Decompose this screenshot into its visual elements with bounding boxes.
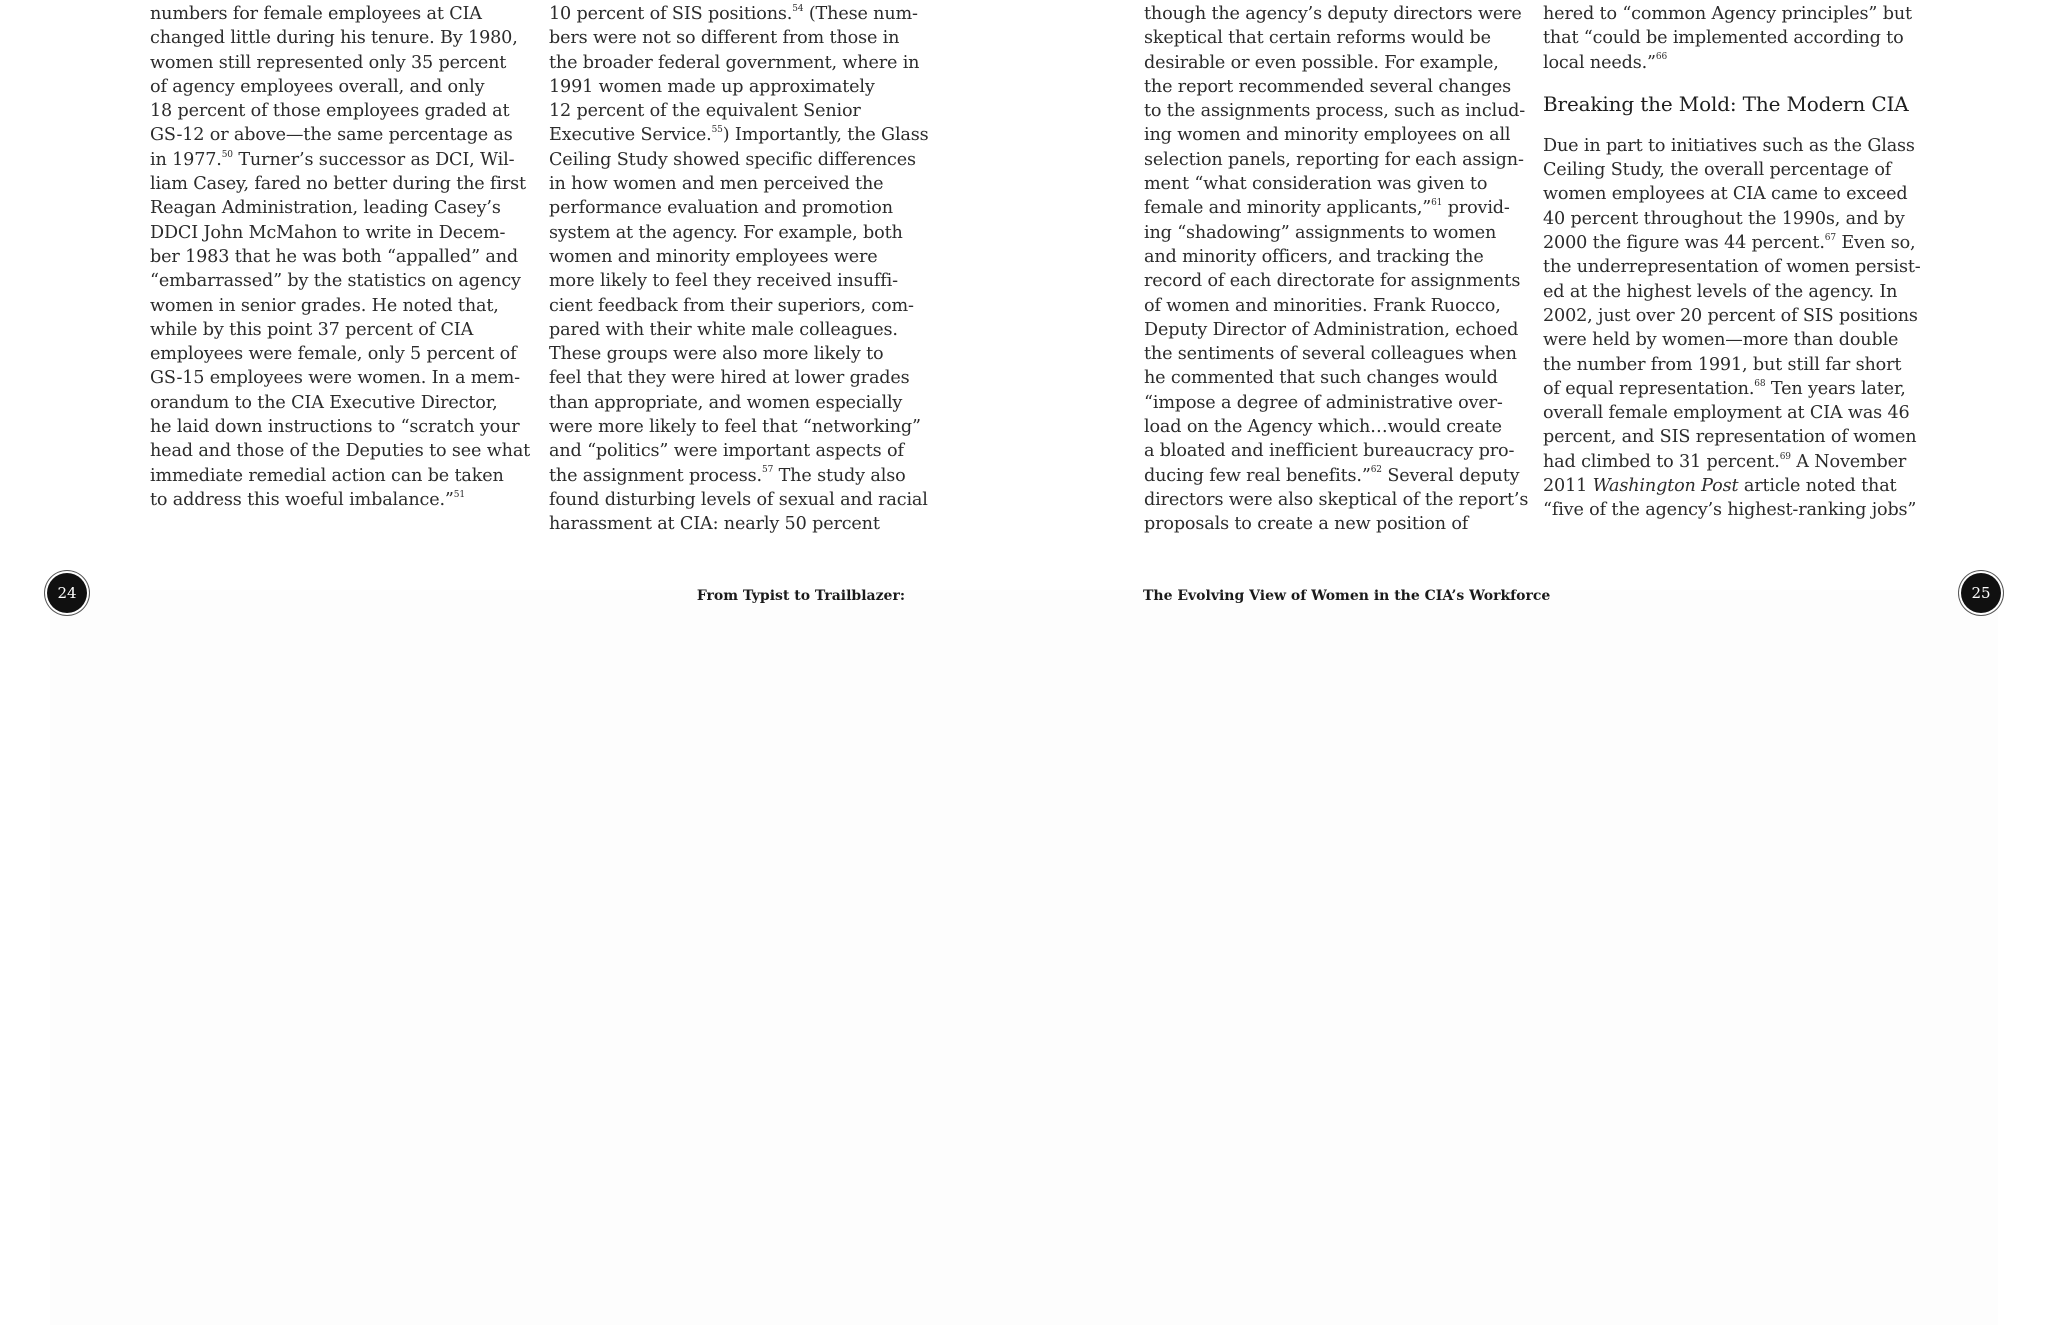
text-line <box>1144 51 1528 75</box>
italic-title: Washington Post <box>1592 476 1739 497</box>
text-segment: to address this woeful imbalance.” <box>150 489 454 510</box>
text-line <box>1543 134 1921 158</box>
text-line <box>1543 2 1921 26</box>
section-heading: Breaking the Mold: The Modern CIA <box>1543 91 1909 116</box>
text-segment: female and minority applicants,” <box>1144 198 1432 219</box>
text-line <box>549 488 929 512</box>
text-segment: orandum to the CIA Executive Director, <box>150 392 498 413</box>
text-line <box>1144 342 1528 366</box>
text-line <box>549 51 929 75</box>
text-segment: cient feedback from their superiors, com- <box>549 295 914 316</box>
text-segment: 2002, just over 20 percent of SIS positions <box>1543 305 1918 326</box>
text-line <box>1144 2 1528 26</box>
text-segment: load on the Agency which…would create <box>1144 417 1502 438</box>
text-segment: changed little during his tenure. By 1980, <box>150 28 518 49</box>
text-segment: in 1977. <box>150 149 222 170</box>
text-line <box>549 366 929 390</box>
text-line <box>1543 353 1921 377</box>
text-segment: head and those of the Deputies to see what <box>150 441 531 462</box>
text-segment: harassment at CIA: nearly 50 percent <box>549 514 880 535</box>
text-line <box>1144 221 1528 245</box>
text-segment: of women and minorities. Frank Ruocco, <box>1144 295 1501 316</box>
text-segment: “five of the agency’s highest-ranking jobs” <box>1543 500 1917 521</box>
text-line <box>1144 391 1528 415</box>
text-line <box>549 196 929 220</box>
footnote-ref: 50 <box>221 149 233 160</box>
text-line <box>1144 75 1528 99</box>
footnote-ref: 69 <box>1779 451 1791 462</box>
text-line <box>1144 269 1528 293</box>
text-line <box>549 123 929 147</box>
text-line <box>150 391 530 415</box>
text-line <box>1144 488 1528 512</box>
text-segment: while by this point 37 percent of CIA <box>150 319 474 340</box>
running-title-left: From Typist to Trailblazer: <box>696 588 905 604</box>
text-column-3 <box>1144 2 1528 537</box>
text-line <box>1543 255 1921 279</box>
text-segment: he commented that such changes would <box>1144 368 1498 389</box>
text-line <box>150 75 530 99</box>
text-segment: ed at the highest levels of the agency. In <box>1543 281 1898 302</box>
text-line <box>1144 318 1528 342</box>
text-line <box>150 148 530 172</box>
text-segment: desirable or even possible. For example, <box>1144 52 1499 73</box>
text-segment: GS-12 or above—the same percentage as <box>150 125 513 146</box>
text-segment: ber 1983 that he was both “appalled” and <box>150 246 519 267</box>
text-segment: 10 percent of SIS positions. <box>549 4 793 24</box>
text-line <box>1144 172 1528 196</box>
paragraph <box>1144 2 1528 537</box>
text-line <box>1144 415 1528 439</box>
text-line <box>549 512 929 536</box>
text-line <box>549 269 929 293</box>
text-segment: Ten years later, <box>1765 378 1906 399</box>
page-background <box>50 590 1998 1325</box>
text-line <box>1543 450 1921 474</box>
text-line <box>549 148 929 172</box>
text-line <box>150 488 530 512</box>
text-line <box>150 51 530 75</box>
text-line <box>150 318 530 342</box>
text-line <box>150 294 530 318</box>
text-line <box>549 2 929 26</box>
text-line <box>1543 474 1921 498</box>
text-line <box>150 269 530 293</box>
text-line <box>1144 439 1528 463</box>
text-segment: ing “shadowing” assignments to women <box>1144 222 1497 243</box>
text-line <box>1144 123 1528 147</box>
text-line <box>549 172 929 196</box>
footnote-ref: 54 <box>792 3 804 14</box>
text-line <box>1144 366 1528 390</box>
text-segment: were held by women—more than double <box>1543 330 1899 351</box>
footnote-ref: 51 <box>453 489 465 500</box>
text-segment: and minority officers, and tracking the <box>1144 246 1484 267</box>
paragraph <box>1543 134 1921 523</box>
text-segment: bers were not so different from those in <box>549 28 900 49</box>
text-column-1 <box>150 2 530 512</box>
text-segment: feel that they were hired at lower grades <box>549 368 910 389</box>
footnote-ref: 66 <box>1655 52 1668 63</box>
footnote-ref: 61 <box>1431 198 1443 209</box>
text-segment: A November <box>1790 451 1907 472</box>
text-segment: the sentiments of several colleagues when <box>1144 344 1517 365</box>
text-line <box>1543 425 1921 449</box>
text-segment: provid- <box>1442 198 1510 219</box>
text-line <box>549 391 929 415</box>
text-segment: pared with their white male colleagues. <box>549 319 898 340</box>
text-segment: ) Importantly, the Glass <box>722 125 929 146</box>
text-line <box>1144 196 1528 220</box>
text-segment: than appropriate, and women especially <box>549 392 903 413</box>
text-segment: “impose a degree of administrative over- <box>1144 392 1503 413</box>
text-segment: were more likely to feel that “networking” <box>549 417 921 438</box>
text-line <box>150 342 530 366</box>
text-segment: the underrepresentation of women persist- <box>1543 257 1921 278</box>
text-segment: Reagan Administration, leading Casey’s <box>150 198 501 219</box>
text-line <box>150 415 530 439</box>
text-segment: The study also <box>773 465 906 486</box>
text-segment: percent, and SIS representation of women <box>1543 427 1917 448</box>
text-segment: selection panels, reporting for each assign- <box>1144 149 1524 170</box>
text-segment: the report recommended several changes <box>1144 76 1511 97</box>
text-segment: Turner’s successor as DCI, Wil- <box>232 149 515 170</box>
text-segment: Ceiling Study, the overall percentage of <box>1543 160 1892 181</box>
footnote-ref: 57 <box>762 465 774 476</box>
text-segment: employees were female, only 5 percent of <box>150 344 517 365</box>
text-line <box>1543 377 1921 401</box>
text-segment: system at the agency. For example, both <box>549 222 903 243</box>
text-segment: the assignment process. <box>549 465 762 486</box>
text-line <box>150 464 530 488</box>
paragraph <box>1543 2 1921 75</box>
text-segment: ing women and minority employees on all <box>1144 125 1511 146</box>
text-line <box>1543 207 1921 231</box>
page-number-right: 25 <box>1961 573 2001 613</box>
text-segment: 12 percent of the equivalent Senior <box>549 101 861 122</box>
text-segment: the number from 1991, but still far short <box>1543 354 1902 375</box>
text-segment: These groups were also more likely to <box>549 344 884 365</box>
footnote-ref: 68 <box>1754 378 1766 389</box>
text-segment: local needs.” <box>1543 52 1656 73</box>
text-segment: “embarrassed” by the statistics on agency <box>150 271 521 292</box>
text-segment: of equal representation. <box>1543 378 1755 399</box>
text-line <box>1144 99 1528 123</box>
text-segment: GS-15 employees were women. In a mem- <box>150 368 520 389</box>
text-segment: ment “what consideration was given to <box>1144 174 1488 195</box>
text-line <box>1543 51 1921 75</box>
paragraph <box>150 2 530 512</box>
text-column-2 <box>549 2 929 537</box>
text-line <box>1543 158 1921 182</box>
text-line <box>549 439 929 463</box>
text-segment: Even so, <box>1835 233 1916 254</box>
text-line <box>549 99 929 123</box>
text-segment: 18 percent of those employees graded at <box>150 101 510 122</box>
text-line <box>1144 148 1528 172</box>
text-line <box>1144 26 1528 50</box>
text-segment: liam Casey, fared no better during the first <box>150 174 526 195</box>
text-segment: skeptical that certain reforms would be <box>1144 28 1491 49</box>
text-segment: DDCI John McMahon to write in Decem- <box>150 222 506 243</box>
text-line <box>1144 294 1528 318</box>
text-segment: 2000 the figure was 44 percent. <box>1543 233 1825 254</box>
text-column-4 <box>1543 2 1921 523</box>
text-segment: women and minority employees were <box>549 246 878 267</box>
text-line <box>150 172 530 196</box>
text-segment: found disturbing levels of sexual and racial <box>549 489 928 510</box>
text-line <box>150 99 530 123</box>
text-line <box>1543 304 1921 328</box>
text-line <box>1543 498 1921 522</box>
text-segment: to the assignments process, such as includ- <box>1144 101 1526 122</box>
text-segment: Due in part to initiatives such as the Glass <box>1543 135 1915 156</box>
text-segment: though the agency’s deputy directors were <box>1144 4 1522 24</box>
text-segment: ducing few real benefits.” <box>1144 465 1371 486</box>
running-title-right: The Evolving View of Women in the CIA’s Workforce <box>1143 588 1551 604</box>
text-line <box>549 294 929 318</box>
text-line <box>1543 328 1921 352</box>
text-segment: numbers for female employees at CIA <box>150 4 482 24</box>
text-segment: had climbed to 31 percent. <box>1543 451 1780 472</box>
text-line <box>549 318 929 342</box>
text-line <box>150 245 530 269</box>
text-line <box>549 415 929 439</box>
text-segment: overall female employment at CIA was 46 <box>1543 403 1910 424</box>
text-segment: women employees at CIA came to exceed <box>1543 184 1908 205</box>
text-line <box>549 221 929 245</box>
text-segment: Ceiling Study showed specific differences <box>549 149 916 170</box>
text-line <box>549 26 929 50</box>
text-segment: women in senior grades. He noted that, <box>150 295 499 316</box>
text-segment: a bloated and inefficient bureaucracy pro- <box>1144 441 1515 462</box>
text-segment: 1991 women made up approximately <box>549 76 875 97</box>
text-segment: performance evaluation and promotion <box>549 198 893 219</box>
text-segment: proposals to create a new position of <box>1144 514 1469 535</box>
text-line <box>1144 245 1528 269</box>
text-segment: and “politics” were important aspects of <box>549 441 904 462</box>
text-line <box>150 26 530 50</box>
text-segment: he laid down instructions to “scratch your <box>150 417 520 438</box>
paragraph <box>549 2 929 537</box>
text-segment: Deputy Director of Administration, echoed <box>1144 319 1519 340</box>
text-line <box>549 342 929 366</box>
text-line <box>1144 464 1528 488</box>
text-line <box>549 75 929 99</box>
text-segment: 2011 <box>1543 476 1593 497</box>
text-segment: Executive Service. <box>549 125 712 146</box>
footnote-ref: 62 <box>1370 465 1382 476</box>
text-segment: that “could be implemented according to <box>1543 28 1904 49</box>
footnote-ref: 67 <box>1824 232 1836 243</box>
text-line <box>549 464 929 488</box>
text-segment: (These num- <box>803 4 918 24</box>
text-line <box>150 221 530 245</box>
text-segment: more likely to feel they received insuffi- <box>549 271 898 292</box>
text-segment: 40 percent throughout the 1990s, and by <box>1543 208 1905 229</box>
text-line <box>150 196 530 220</box>
text-segment: of agency employees overall, and only <box>150 76 485 97</box>
text-segment: the broader federal government, where in <box>549 52 920 73</box>
text-segment: in how women and men perceived the <box>549 174 884 195</box>
text-line <box>549 245 929 269</box>
text-line <box>1543 280 1921 304</box>
text-segment: directors were also skeptical of the report’s <box>1144 489 1529 510</box>
text-line <box>1543 26 1921 50</box>
text-line <box>150 2 530 26</box>
text-segment: record of each directorate for assignments <box>1144 271 1521 292</box>
text-line <box>150 439 530 463</box>
text-line <box>150 123 530 147</box>
text-line <box>1543 231 1921 255</box>
text-segment: Several deputy <box>1381 465 1520 486</box>
text-segment: women still represented only 35 percent <box>150 52 507 73</box>
page-number-left: 24 <box>47 573 87 613</box>
text-segment: hered to “common Agency principles” but <box>1543 4 1912 24</box>
text-line <box>1543 182 1921 206</box>
text-line <box>1144 512 1528 536</box>
footnote-ref: 55 <box>711 125 723 136</box>
text-line <box>1543 401 1921 425</box>
text-segment: article noted that <box>1738 476 1897 497</box>
text-segment: immediate remedial action can be taken <box>150 465 504 486</box>
text-line <box>150 366 530 390</box>
